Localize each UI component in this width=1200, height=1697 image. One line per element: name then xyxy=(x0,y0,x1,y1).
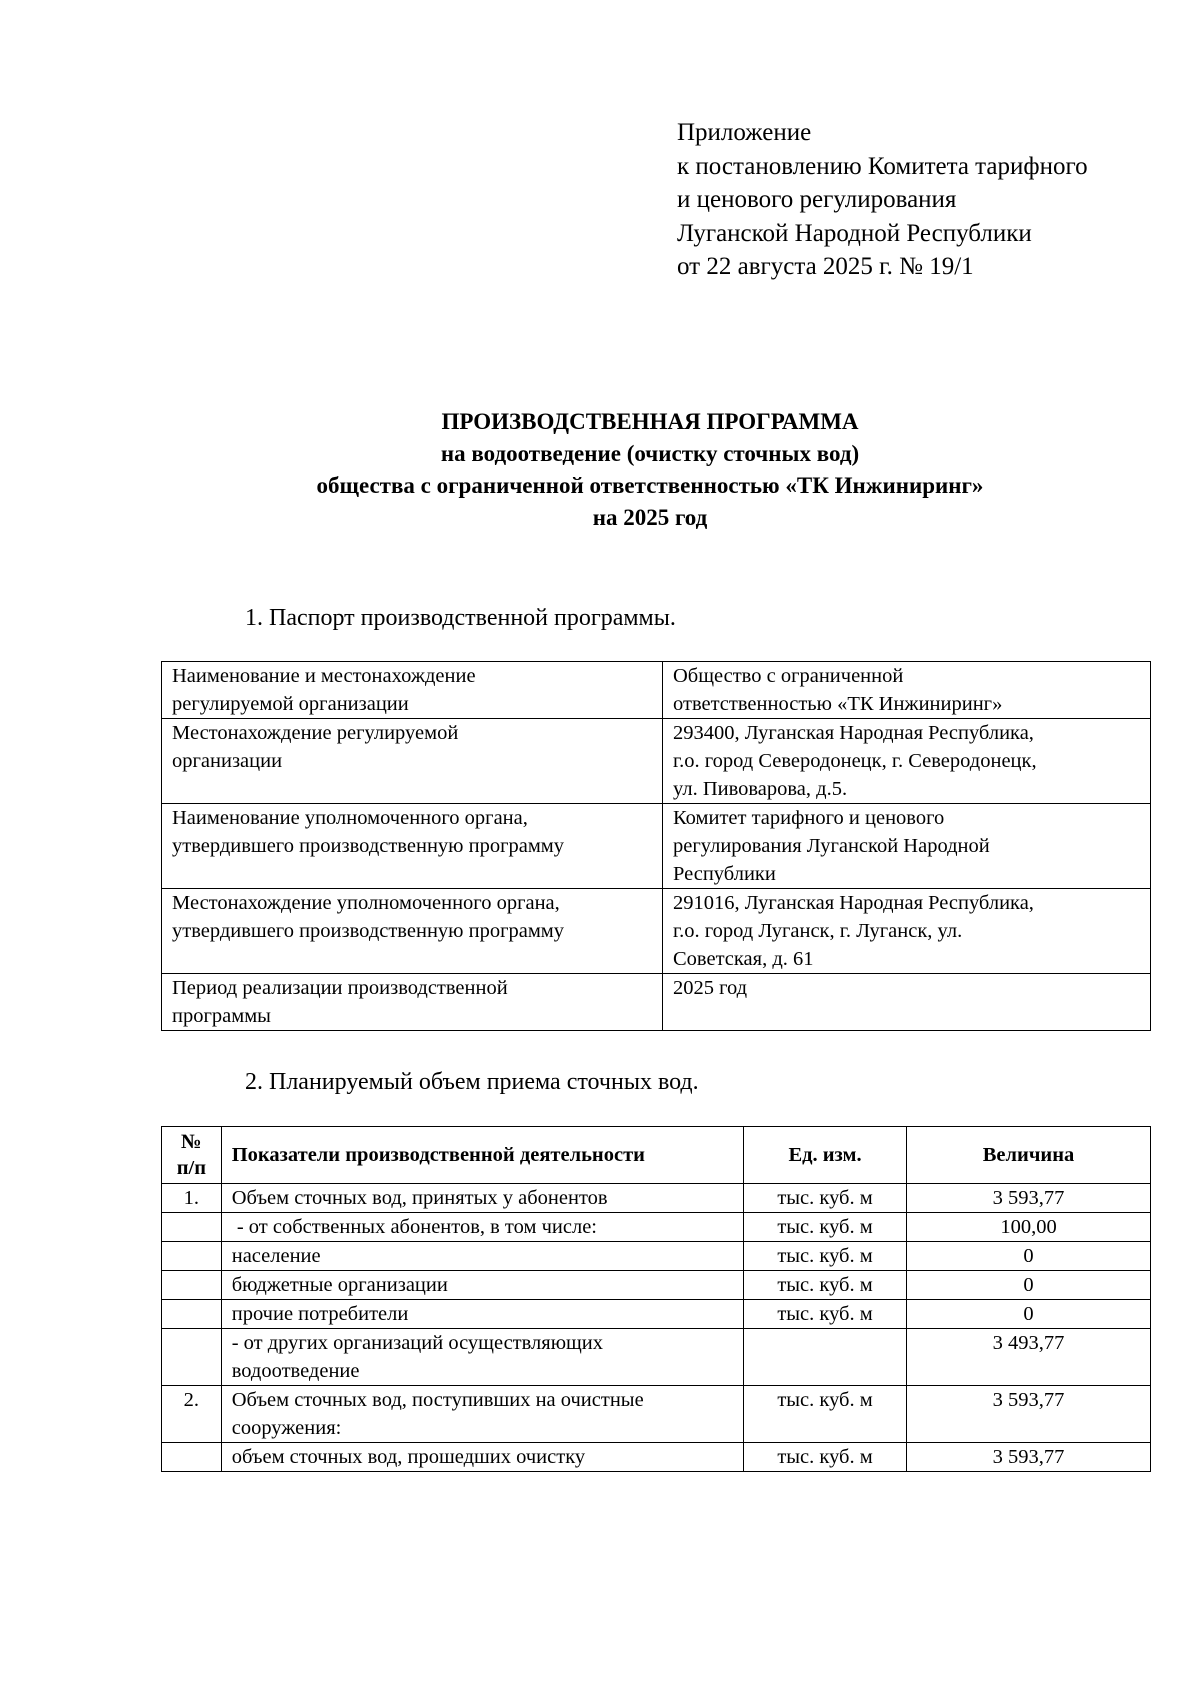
passport-value-line: Комитет тарифного и ценового xyxy=(673,807,945,829)
passport-label-line: утвердившего производственную программу xyxy=(172,835,565,857)
passport-table xyxy=(161,661,1151,1031)
passport-label-line: регулируемой организации xyxy=(172,693,409,715)
row-indicator xyxy=(221,1271,743,1300)
row-value: 3 593,77 xyxy=(907,1386,1151,1443)
row-number xyxy=(162,1300,222,1329)
passport-label-line: Местонахождение регулируемой xyxy=(172,722,459,744)
volume-row xyxy=(162,1329,1151,1386)
passport-label-line: Период реализации производственной xyxy=(172,977,508,999)
row-indicator-line: прочие потребители xyxy=(231,1303,409,1325)
annex-line: к постановлению Комитета тарифного xyxy=(677,152,1088,180)
row-unit: тыс. куб. м xyxy=(744,1300,907,1329)
row-indicator-line: сооружения: xyxy=(231,1417,342,1439)
title-line: ПРОИЗВОДСТВЕННАЯ ПРОГРАММА xyxy=(441,409,859,434)
passport-label-line: Наименование уполномоченного органа, xyxy=(172,807,528,829)
volume-row xyxy=(162,1213,1151,1242)
row-indicator-line: - от собственных абонентов, в том числе: xyxy=(231,1216,597,1238)
passport-value-cell xyxy=(663,662,1151,719)
volume-row xyxy=(162,1300,1151,1329)
row-value: 3 493,77 xyxy=(907,1329,1151,1386)
title-line: на 2025 год xyxy=(592,505,708,530)
passport-value-line: Общество с ограниченной xyxy=(673,665,904,687)
row-indicator xyxy=(221,1443,743,1472)
row-unit: тыс. куб. м xyxy=(744,1184,907,1213)
passport-value-cell xyxy=(663,804,1151,889)
title-line: общества с ограниченной ответственностью «ТК Инжиниринг» xyxy=(316,473,984,498)
passport-row xyxy=(162,804,1151,889)
row-unit: тыс. куб. м xyxy=(744,1386,907,1443)
column-header-unit: Ед. изм. xyxy=(744,1127,907,1184)
volume-row xyxy=(162,1271,1151,1300)
row-unit: тыс. куб. м xyxy=(744,1443,907,1472)
row-unit: тыс. куб. м xyxy=(744,1242,907,1271)
passport-row xyxy=(162,662,1151,719)
volume-row xyxy=(162,1443,1151,1472)
column-header-value: Величина xyxy=(907,1127,1151,1184)
column-header-indicator: Показатели производственной деятельности xyxy=(221,1127,743,1184)
row-value: 100,00 xyxy=(907,1213,1151,1242)
passport-value-line: 293400, Луганская Народная Республика, xyxy=(673,722,1034,744)
document-title xyxy=(150,406,1150,534)
section2-heading: 2. Планируемый объем приема сточных вод. xyxy=(245,1069,699,1095)
row-indicator xyxy=(221,1386,743,1443)
row-value: 3 593,77 xyxy=(907,1443,1151,1472)
passport-value-cell xyxy=(663,719,1151,804)
row-unit: тыс. куб. м xyxy=(744,1213,907,1242)
row-number xyxy=(162,1329,222,1386)
row-number xyxy=(162,1271,222,1300)
volume-row xyxy=(162,1184,1151,1213)
annex-block xyxy=(677,116,1088,284)
passport-label-line: Местонахождение уполномоченного органа, xyxy=(172,892,560,914)
passport-row xyxy=(162,974,1151,1031)
row-indicator-line: - от других организаций осуществляющих xyxy=(231,1332,604,1354)
passport-label-cell xyxy=(162,804,663,889)
volume-header-row xyxy=(162,1127,1151,1184)
row-number xyxy=(162,1443,222,1472)
annex-line: от 22 августа 2025 г. № 19/1 xyxy=(677,253,974,280)
row-indicator xyxy=(221,1213,743,1242)
row-indicator-line: водоотведение xyxy=(231,1360,360,1382)
row-indicator-line: бюджетные организации xyxy=(231,1274,448,1296)
row-value: 0 xyxy=(907,1271,1151,1300)
passport-value-line: Советская, д. 61 xyxy=(673,948,814,970)
passport-label-line: утвердившего производственную программу xyxy=(172,920,565,942)
passport-value-line: ответственностью «ТК Инжиниринг» xyxy=(673,693,1003,715)
row-indicator-line: население xyxy=(231,1245,321,1267)
row-number xyxy=(162,1242,222,1271)
row-indicator xyxy=(221,1300,743,1329)
row-number: 2. xyxy=(162,1386,222,1443)
section1-heading: 1. Паспорт производственной программы. xyxy=(245,605,676,631)
passport-value-line: 2025 год xyxy=(673,977,748,999)
row-value: 0 xyxy=(907,1242,1151,1271)
passport-value-line: Республики xyxy=(673,863,776,885)
column-header-number-line2: п/п xyxy=(176,1157,207,1179)
passport-row xyxy=(162,889,1151,974)
annex-line: Луганской Народной Республики xyxy=(677,219,1032,247)
passport-value-line: регулирования Луганской Народной xyxy=(673,835,990,857)
row-indicator-line: объем сточных вод, прошедших очистку xyxy=(231,1446,586,1468)
row-indicator-line: Объем сточных вод, принятых у абонентов xyxy=(231,1187,608,1209)
passport-label-cell xyxy=(162,974,663,1031)
row-indicator xyxy=(221,1242,743,1271)
passport-value-line: г.о. город Луганск, г. Луганск, ул. xyxy=(673,920,963,942)
passport-value-line: г.о. город Северодонецк, г. Северодонецк, xyxy=(673,750,1037,772)
passport-label-line: Наименование и местонахождение xyxy=(172,665,476,687)
annex-line: и ценового регулирования xyxy=(677,186,957,213)
annex-line: Приложение xyxy=(677,119,812,146)
column-header-number xyxy=(162,1127,222,1184)
volume-row xyxy=(162,1242,1151,1271)
passport-label-cell xyxy=(162,662,663,719)
passport-value-line: ул. Пивоварова, д.5. xyxy=(673,778,848,800)
volume-row xyxy=(162,1386,1151,1443)
passport-value-line: 291016, Луганская Народная Республика, xyxy=(673,892,1034,914)
row-value: 0 xyxy=(907,1300,1151,1329)
row-number: 1. xyxy=(162,1184,222,1213)
volume-table xyxy=(161,1126,1151,1472)
row-value: 3 593,77 xyxy=(907,1184,1151,1213)
row-unit xyxy=(744,1329,907,1386)
row-unit: тыс. куб. м xyxy=(744,1271,907,1300)
row-indicator xyxy=(221,1329,743,1386)
passport-value-cell xyxy=(663,889,1151,974)
passport-label-line: программы xyxy=(172,1005,271,1027)
row-number xyxy=(162,1213,222,1242)
column-header-number-line1: № xyxy=(181,1131,202,1153)
passport-label-line: организации xyxy=(172,750,283,772)
passport-row xyxy=(162,719,1151,804)
passport-label-cell xyxy=(162,889,663,974)
title-line: на водоотведение (очистку сточных вод) xyxy=(440,441,860,466)
passport-value-cell xyxy=(663,974,1151,1031)
row-indicator-line: Объем сточных вод, поступивших на очистные xyxy=(231,1389,644,1411)
row-indicator xyxy=(221,1184,743,1213)
passport-label-cell xyxy=(162,719,663,804)
